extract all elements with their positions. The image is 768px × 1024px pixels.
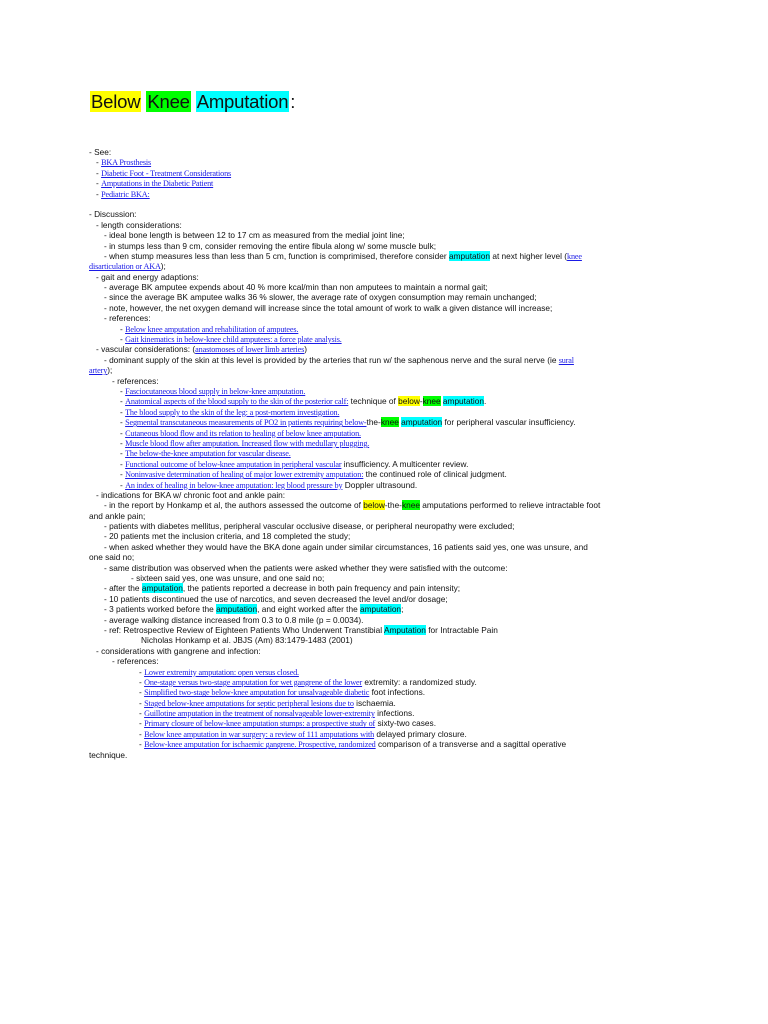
reference-item: - Simplified two-stage below-knee amputation for unsalvageable diabetic foot infections. [139,687,426,698]
title-word-amputation: Amputation [196,91,289,112]
see-item: - Pediatric BKA: [96,188,150,199]
highlight-knee: knee [422,396,441,407]
document-body [89,147,669,760]
reference-item: - Guillotine amputation in the treatment of nonsalvageable lower-extremity infections. [139,708,415,719]
highlight-amputation: amputation [442,396,484,407]
reference-link[interactable]: An index of healing in below-knee amputation: leg blood pressure by [125,480,343,490]
vascular-label: - vascular considerations: (anastomoses of lower limb arteries) [96,344,307,355]
discussion-label: - Discussion: [89,209,137,220]
reference-item: - Primary closure of below-knee amputation stumps: a prospective study of sixty-two cases. [139,718,436,729]
highlight-amputation: amputation [401,417,443,428]
indications-item-cont: one said no; [89,552,135,563]
vascular-item: - dominant supply of the skin at this level is provided by the arteries that run w/ the saphenous nerve and the sural nerve (ie sural [104,354,574,365]
reference-link[interactable]: Staged below-knee amputations for septic peripheral lesions due to [144,698,354,708]
link-knee[interactable]: knee [567,251,582,261]
vascular-refs-label: - references: [112,375,159,386]
link-diabetic-foot[interactable]: Diabetic Foot - Treatment Considerations [101,168,232,178]
reference-item: - Gait kinematics in below-knee child amputees: a force plate analysis. [120,334,342,345]
highlight-knee: knee [380,417,399,428]
reference-link[interactable]: Muscle blood flow after amputation. Increased flow with medullary plugging. [125,438,370,448]
indications-item: - when asked whether they would have the BKA done again under similar circumstances, 16 patients said yes, one was unsure, and [104,541,588,552]
gait-item: - average BK amputee expends about 40 % more kcal/min than non amputees to maintain a normal gait; [104,282,488,293]
reference-link[interactable]: Fasciocutaneous blood supply in below-knee amputation. [125,386,306,396]
highlight-amputation: amputation [360,604,402,615]
reference-link[interactable]: The below-the-knee amputation for vascular disease. [125,449,291,459]
length-item: - when stump measures less than less than 5 cm, function is comprimised, therefore consider amputation at next higher level (knee [104,250,582,261]
reference-link[interactable]: Simplified two-stage below-knee amputation for unsalvageable diabetic [144,688,370,698]
indications-ref: - ref: Retrospective Review of Eighteen Patients Who Underwent Transtibial Amputation for Intractable Pain [104,624,498,635]
length-item-cont: disarticulation or AKA); [89,261,166,272]
indications-label: - indications for BKA w/ chronic foot and ankle pain: [96,489,286,500]
indications-item-cont: and ankle pain; [89,510,146,521]
highlight-amputation: amputation [216,604,258,615]
reference-link[interactable]: Functional outcome of below-knee amputation in peripheral vascular [125,459,342,469]
reference-link[interactable]: Anatomical aspects of the blood supply to the skin of the posterior calf: [125,397,349,407]
reference-item: - Muscle blood flow after amputation. Increased flow with medullary plugging. [120,437,370,448]
reference-item: - One-stage versus two-stage amputation for wet gangrene of the lower extremity: a randomized study. [139,676,477,687]
see-item: - Amputations in the Diabetic Patient [96,178,214,189]
gangrene-refs-label: - references: [112,656,159,667]
gangrene-label: - considerations with gangrene and infection: [96,645,261,656]
reference-link[interactable]: One-stage versus two-stage amputation for wet gangrene of the lower [144,677,363,687]
reference-link[interactable]: The blood supply to the skin of the leg: a post-mortem investigation. [125,407,340,417]
indications-subitem: - sixteen said yes, one was unsure, and one said no; [131,573,325,584]
reference-item: - Staged below-knee amputations for septic peripheral lesions due to ischaemia. [139,697,396,708]
indications-item: - patients with diabetes mellitus, peripheral vascular occlusive disease, or peripheral neuropathy were excluded; [104,521,515,532]
reference-item-cont: technique. [89,749,128,760]
reference-item: - Below knee amputation and rehabilitation of amputees. [120,323,299,334]
link-anastomoses[interactable]: anastomoses of lower limb arteries [195,345,305,355]
reference-link[interactable]: Below knee amputation in war surgery: a review of 111 amputations with [144,729,375,739]
highlight-below: below [398,396,420,407]
reference-item: - Below-knee amputation for ischaemic gangrene. Prospective, randomized comparison of a transverse and a sagittal operative [139,739,567,750]
see-item: - Diabetic Foot - Treatment Considerations [96,167,232,178]
highlight-below: below [363,500,385,511]
title-word-knee: Knee [147,91,190,112]
highlight-amputation: amputation [141,583,183,594]
reference-item: - The below-the-knee amputation for vascular disease. [120,448,291,459]
reference-item: - Fasciocutaneous blood supply in below-knee amputation. [120,385,306,396]
reference-item: - Cutaneous blood flow and its relation to healing of below knee amputation. [120,427,361,438]
gait-label: - gait and energy adaptions: [96,271,199,282]
link-pediatric-bka[interactable]: Pediatric BKA: [101,189,150,199]
link-sural[interactable]: sural [558,355,574,365]
reference-item: - An index of healing in below-knee amputation: leg blood pressure by Doppler ultrasound. [120,479,418,490]
reference-link[interactable]: Segmental transcutaneous measurements of PO2 in patients requiring below- [125,418,367,428]
page-title [90,90,296,114]
highlight-knee: knee [401,500,420,511]
link-amputations-diabetic[interactable]: Amputations in the Diabetic Patient [101,179,214,189]
gait-refs-label: - references: [104,313,151,324]
length-item: - ideal bone length is between 12 to 17 cm as measured from the medial joint line; [104,230,405,241]
indications-item: - average walking distance increased from 0.3 to 0.8 mile (p = 0.0034). [104,614,364,625]
indications-item: - after the amputation, the patients reported a decrease in both pain frequency and pain intensity; [104,583,461,594]
reference-item: - Functional outcome of below-knee amputation in peripheral vascular insufficiency. A multicenter review. [120,458,469,469]
gait-item: - note, however, the net oxygen demand will increase since the total amount of work to walk a given distance will increase; [104,302,553,313]
reference-item: - Anatomical aspects of the blood supply to the skin of the posterior calf: technique of below-knee amputation. [120,396,487,407]
indications-item: - same distribution was observed when the patients were asked whether they were satisfied with the outcome: [104,562,508,573]
reference-link[interactable]: Lower extremity amputation: open versus closed. [144,667,299,677]
indications-item: - 10 patients discontinued the use of narcotics, and seven decreased the level and/or dosage; [104,593,448,604]
reference-link[interactable]: Primary closure of below-knee amputation stumps: a prospective study of [144,719,376,729]
reference-item: - Below knee amputation in war surgery: a review of 111 amputations with delayed primary closure. [139,728,467,739]
vascular-item-cont: artery); [89,365,113,376]
length-label: - length considerations: [96,219,182,230]
title-colon: : [290,91,296,112]
reference-item: - Segmental transcutaneous measurements of PO2 in patients requiring below-the-knee amputation for peripheral vascular insufficiency. [120,417,576,428]
highlight-amputation: amputation [448,250,491,261]
link-artery[interactable]: artery [89,366,108,376]
see-label: - See: [89,147,112,157]
indications-item: - in the report by Honkamp et al, the authors assessed the outcome of below-the-knee amputations performed to relieve intractable foot [104,500,601,511]
reference-item: - Noninvasive determination of healing of major lower extremity amputation: the continued role of clinical judgment. [120,469,507,480]
indications-item: - 3 patients worked before the amputation, and eight worked after the amputation; [104,604,404,615]
highlight-amputation: Amputation [383,624,426,635]
title-word-below: Below [91,91,141,112]
reference-link[interactable]: Noninvasive determination of healing of major lower extremity amputation: [125,470,364,480]
gait-item: - since the average BK amputee walks 36 % slower, the average rate of oxygen consumption may remain unchanged; [104,292,537,303]
reference-link[interactable]: Below knee amputation and rehabilitation of amputees. [125,324,299,334]
reference-link[interactable]: Guillotine amputation in the treatment of nonsalvageable lower-extremity [144,709,375,719]
reference-item: - The blood supply to the skin of the leg: a post-mortem investigation. [120,406,340,417]
indications-item: - 20 patients met the inclusion criteria, and 18 completed the study; [104,531,351,542]
reference-link[interactable]: Gait kinematics in below-knee child amputees: a force plate analysis. [125,335,342,345]
length-item: - in stumps less than 9 cm, consider removing the entire fibula along w/ some muscle bulk; [104,240,437,251]
reference-link[interactable]: Cutaneous blood flow and its relation to healing of below knee amputation. [125,428,361,438]
see-item: - BKA Prosthesis [96,157,152,168]
reference-item: - Lower extremity amputation: open versus closed. [139,666,299,677]
indications-citation: Nicholas Honkamp et al. JBJS (Am) 83:1479-1483 (2001) [141,635,353,646]
link-knee-disarticulation[interactable]: disarticulation or AKA [89,262,161,272]
link-bka-prosthesis[interactable]: BKA Prosthesis [101,158,152,168]
reference-link[interactable]: Below-knee amputation for ischaemic gangrene. Prospective, randomized [144,740,376,750]
